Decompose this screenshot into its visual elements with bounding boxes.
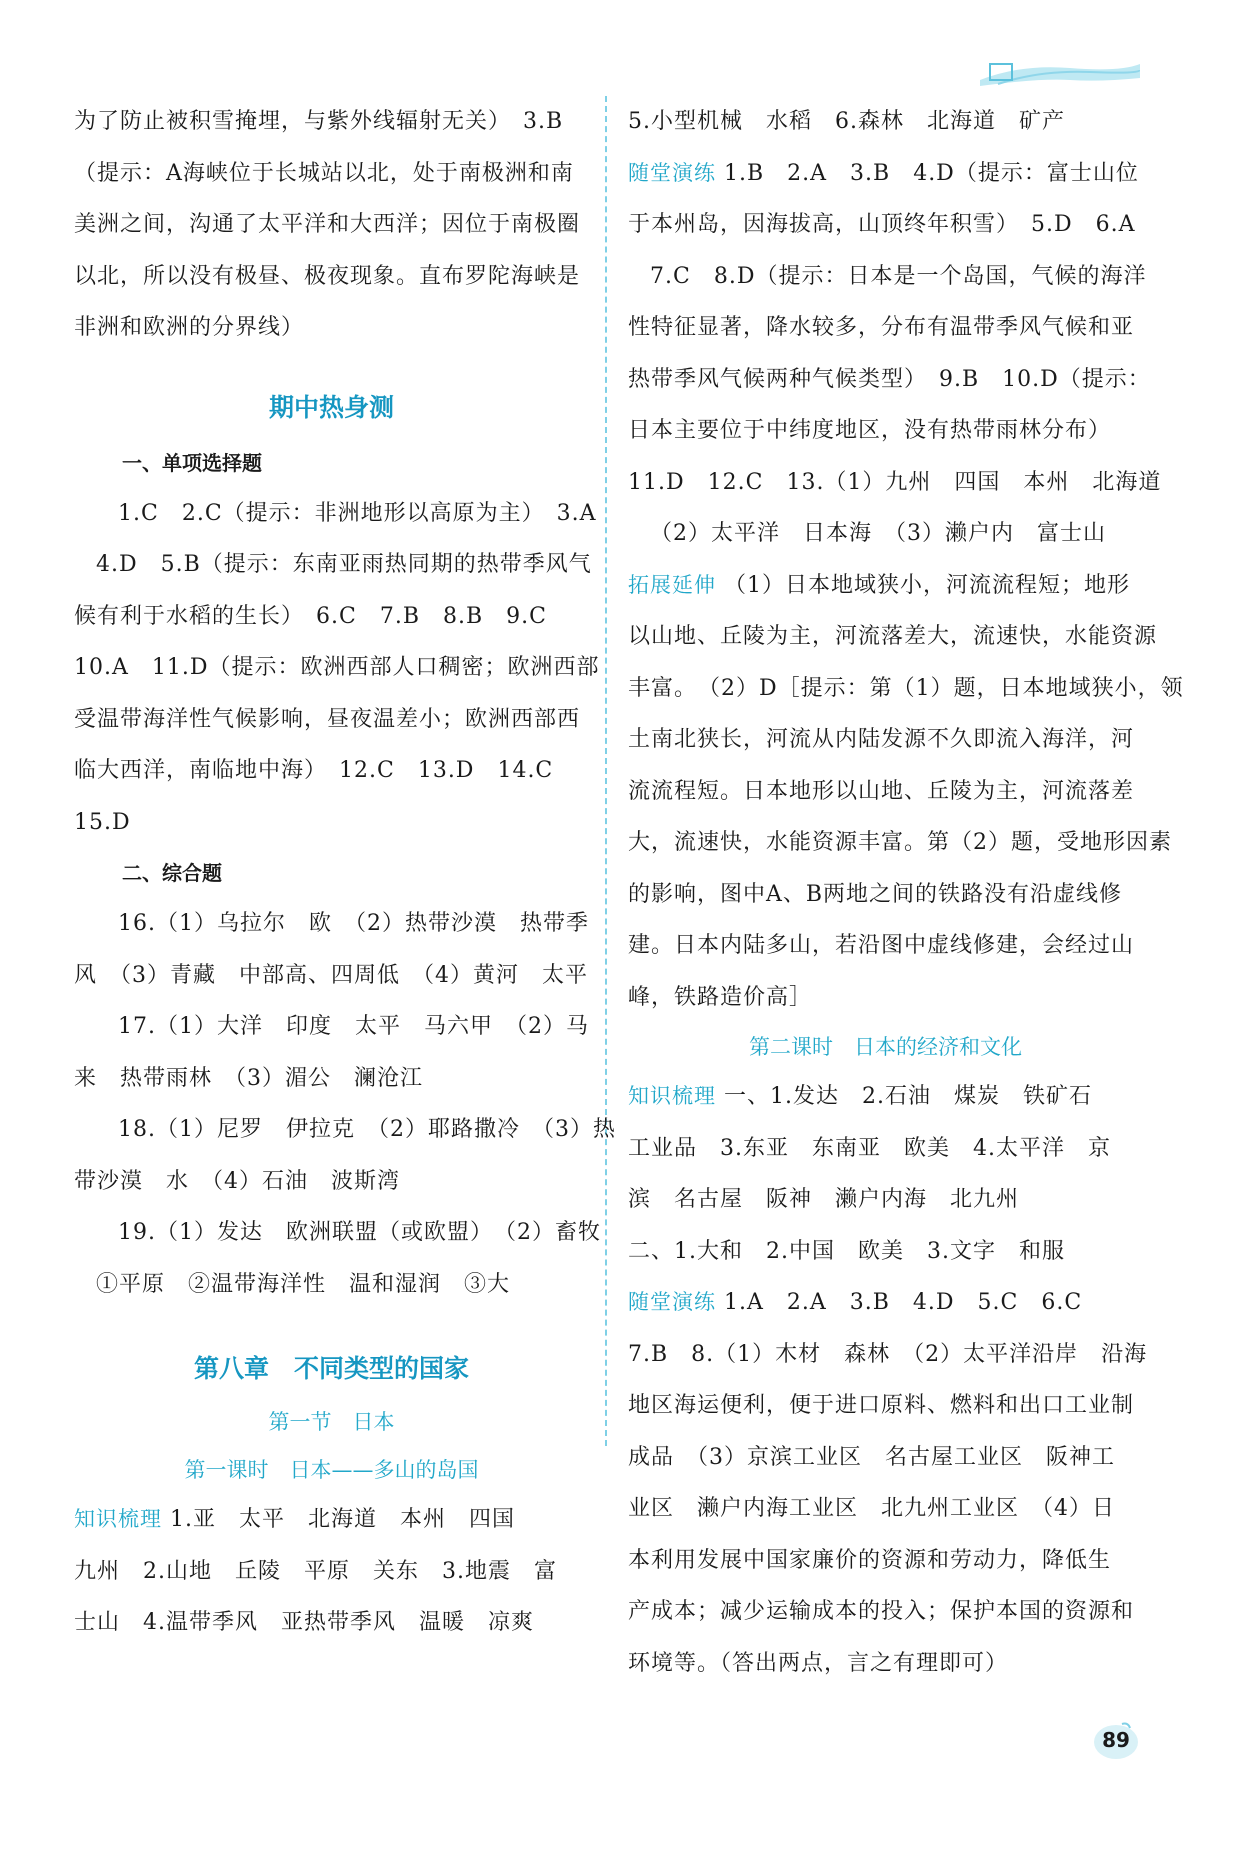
text-line: 5.小型机械 水稻 6.森林 北海道 矿产 [628,109,1065,134]
text-line: 大，流速快，水能资源丰富。第（2）题，受地形因素 [628,830,1172,855]
text-line: 18.（1）尼罗 伊拉克 （2）耶路撒冷 （3）热 [118,1117,616,1142]
practice-text: 1.A 2.A 3.B 4.D 5.C 6.C [724,1290,1083,1315]
text-line: 19.（1）发达 欧洲联盟（或欧盟） （2）畜牧 [118,1220,601,1245]
text-line: 的影响，图中A、B两地之间的铁路没有沿虚线修 [628,881,1123,907]
text-line: 于本州岛，因海拔高，山顶终年积雪） 5.D 6.A [628,212,1136,237]
text-line: 临大西洋，南临地中海） 12.C 13.D 14.C [74,758,554,783]
text-line: 地区海运便利，便于进口原料、燃料和出口工业制 [628,1393,1135,1418]
column-divider [605,96,607,1446]
text-line: 峰，铁路造价高］ [628,984,813,1010]
extend-label: 拓展延伸 [628,572,716,597]
text-line: 为了防止被积雪掩埋，与紫外线辐射无关） 3.B [74,109,564,134]
text-line: 来 热带雨林 （3）湄公 澜沧江 [74,1065,423,1091]
single-choice-answers [74,488,600,849]
lesson2-title: 第二课时 日本的经济和文化 [749,1035,1022,1059]
header-ribbon-decoration [980,58,1140,88]
practice-line [628,148,1143,200]
text-line: 日本主要位于中纬度地区，没有热带雨林分布） [628,418,1112,443]
practice-line [628,1277,1143,1329]
text-line: 流流程短。日本地形以山地、丘陵为主，河流落差 [628,778,1135,804]
text-line: 11.D 12.C 13.（1）九州 四国 本州 北海道 [628,469,1162,495]
text-line: 热带季风气候两种气候类型） 9.B 10.D（提示： [628,366,1151,392]
text-line: 16.（1）乌拉尔 欧 （2）热带沙漠 热带季 [118,911,589,936]
text-line: 7.B 8.（1）木材 森林 （2）太平洋沿岸 沿海 [628,1341,1148,1367]
text-line: （提示：A海峡位于长城站以北，处于南极洲和南 [74,160,574,186]
knowledge-line [628,1071,1143,1123]
extend-text: （1）日本地域狭小，河流流程短；地形 [724,572,1130,598]
section-title: 第一节 日本 [268,1410,395,1434]
text-line: 带沙漠 水 （4）石油 波斯湾 [74,1168,400,1194]
text-line: 候有利于水稻的生长） 6.C 7.B 8.B 9.C [74,603,547,629]
text-line: 受温带海洋性气候影响，昼夜温差小；欧洲西部西 [74,706,581,732]
text-line: 本利用发展中国家廉价的资源和劳动力，降低生 [628,1547,1112,1573]
text-line: 以北，所以没有极昼、极夜现象。直布罗陀海峡是 [74,263,581,289]
text-line: ①平原 ②温带海洋性 温和湿润 ③大 [96,1271,511,1297]
text-line: 性特征显著，降水较多，分布有温带季风气候和亚 [628,315,1135,340]
text-line: 成品 （3）京滨工业区 名古屋工业区 阪神工 [628,1444,1115,1470]
text-line: 环境等。（答出两点，言之有理即可） [628,1650,1009,1676]
text-line: 建。日本内陆多山，若沿图中虚线修建，会经过山 [628,933,1135,958]
text-line: 工业品 3.东亚 东南亚 欧美 4.太平洋 京 [628,1135,1111,1161]
practice-label: 随堂演练 [628,1290,716,1314]
text-line: 以山地、丘陵为主，河流落差大，流速快，水能资源 [628,624,1158,649]
text-line: 17.（1）大洋 印度 太平 马六甲 （2）马 [118,1014,589,1039]
extend-line [628,560,1143,612]
text-line: 15.D [74,809,131,835]
text-line: 10.A 11.D（提示：欧洲西部人口稠密；欧洲西部 [74,655,600,680]
text-line: 滨 名古屋 阪神 濑户内海 北九州 [628,1187,1020,1212]
chapter-title: 第八章 不同类型的国家 [193,1354,469,1383]
text-line: 九州 2.山地 丘陵 平原 关东 3.地震 富 [74,1558,557,1584]
knowledge-text: 一、1.发达 2.石油 煤炭 铁矿石 [724,1084,1092,1109]
page-number: 89 [1102,1728,1130,1752]
midterm-title: 期中热身测 [268,392,394,422]
right-column [628,96,1184,1689]
lesson1-title: 第一课时 日本——多山的岛国 [184,1458,479,1482]
left-column [74,96,616,1649]
single-choice-heading: 一、单项选择题 [122,450,262,475]
text-line: 7.C 8.D（提示：日本是一个岛国，气候的海洋 [650,263,1147,289]
practice-text: 1.B 2.A 3.B 4.D（提示：富士山位 [724,160,1139,186]
knowledge-text: 1.亚 太平 北海道 本州 四国 [170,1507,515,1532]
text-line: 土南北狭长，河流从内陆发源不久即流入海洋，河 [628,727,1135,752]
text-line: 士山 4.温带季风 亚热带季风 温暖 凉爽 [74,1610,534,1635]
practice-label: 随堂演练 [628,160,716,185]
text-line: 产成本；减少运输成本的投入；保护本国的资源和 [628,1599,1135,1624]
text-line: 二、1.大和 2.中国 欧美 3.文字 和服 [628,1238,1065,1264]
text-line: 丰富。 （2）D［提示：第（1）题，日本地域狭小，领 [628,675,1184,701]
text-line: 业区 濑户内海工业区 北九州工业区 （4）日 [628,1496,1115,1521]
text-line: 非洲和欧洲的分界线） [74,315,305,340]
knowledge-label: 知识梳理 [628,1084,716,1108]
text-line: 风 （3）青藏 中部高、四周低 （4）黄河 太平 [74,962,588,988]
text-line: 4.D 5.B（提示：东南亚雨热同期的热带季风气 [96,552,592,577]
intro-block [74,96,589,354]
text-line: 美洲之间，沟通了太平洋和大西洋；因位于南极圈 [74,212,581,237]
comprehensive-heading: 二、综合题 [122,861,222,885]
knowledge-label: 知识梳理 [74,1507,162,1531]
text-line: 1.C 2.C（提示：非洲地形以高原为主） 3.A [118,500,597,526]
knowledge-line [74,1494,589,1546]
text-line: （2）太平洋 日本海 （3）濑户内 富士山 [650,521,1106,546]
comprehensive-answers [74,898,616,1310]
